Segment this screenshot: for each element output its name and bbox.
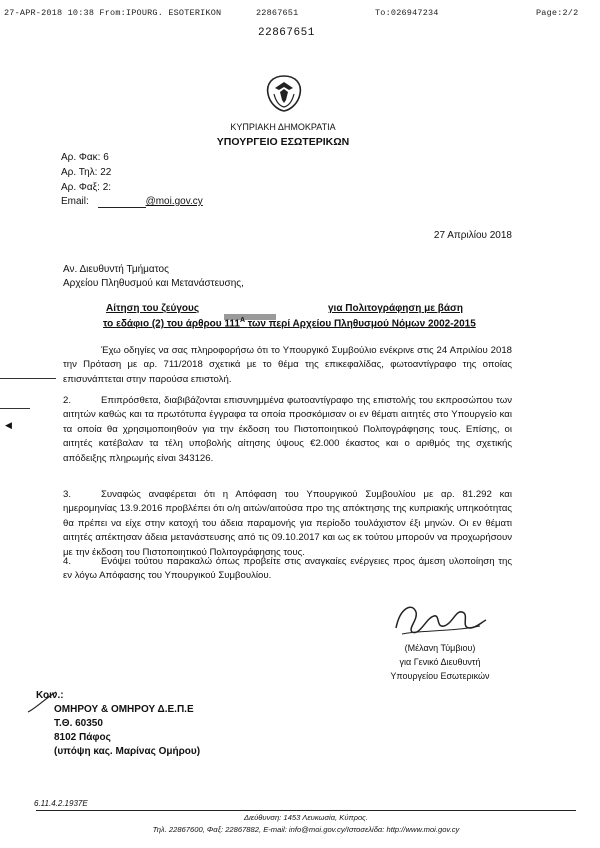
footer-contacts: Τηλ. 22867600, Φαξ: 22867882, E-mail: info@moi.gov.cy/Ιστοσελίδα: http://www.moi.gov.cy	[152, 825, 460, 834]
ref-fax: Αρ. Φαξ: 2:	[61, 182, 112, 193]
subject-line2	[103, 317, 476, 329]
fax-header-recipient: To:026947234	[375, 8, 439, 18]
recipient-line1: Αν. Διευθυντή Τμήματος	[63, 264, 169, 275]
handwritten-signature	[390, 598, 490, 642]
subject-line2-superscript: A	[239, 317, 246, 324]
handwritten-check-mark	[26, 690, 60, 716]
cc-line4: (υπόψη κας. Μαρίνας Ομήρου)	[54, 746, 201, 757]
footer-address: Διεύθυνση: 1453 Λευκωσία, Κύπρος.	[244, 813, 368, 822]
subject-line2-text: το εδάφιο (2) του άρθρου 111	[103, 318, 240, 330]
footer-rule	[36, 810, 576, 811]
letterhead-republic: ΚΥΠΡΙΑΚΗ ΔΗΜΟΚΡΑΤΙΑ	[230, 122, 336, 132]
subject-line1-a: Αίτηση του ζεύγους	[106, 303, 200, 314]
ref-phone: Αρ. Τηλ: 22	[61, 167, 112, 178]
ref-file-number: Αρ. Φακ: 6	[61, 152, 109, 163]
letter-date: 27 Απριλίου 2018	[433, 230, 512, 241]
paragraph-2-number: 2.	[63, 395, 72, 406]
subject-line2-tail: των περί Αρχείου Πληθυσμού Νόμων 2002-2015	[247, 318, 476, 330]
paragraph-2: Επιπρόσθετα, διαβιβάζονται επισυνημμένα φωτοαντίγραφο της επιστολής του εκπροσώπου των αιτητών καθώς και τα πρωτότυπα έγγραφα τα οποία προσκόμισαν οι εν θέματι αιτητές στο Υπουργείο και τα οποία θα χρησιμοποιηθούν για την έκδοση του Πιστοποιητικού Πολιτογράφησης τους. Επίσης, οι αιτητές κατέβαλαν τα τέλη υποβολής αίτησης ύψους €2.000 έκαστος και ο αριθμός της σχετικής απόδειξης πληρωμής είναι 343126.	[63, 395, 512, 464]
cc-line2: Τ.Θ. 60350	[54, 718, 103, 729]
stamp-number: 22867651	[258, 27, 315, 39]
signatory-role-2: Υπουργείου Εσωτερικών	[390, 671, 490, 681]
cc-label: Κοιν.:	[36, 690, 64, 701]
fax-header-number: 22867651	[256, 8, 299, 18]
ref-email	[61, 196, 203, 208]
cc-line1: ΟΜΗΡΟΥ & ΟΜΗΡΟΥ Δ.Ε.Π.Ε	[54, 704, 194, 715]
ref-email-domain: @moi.gov.cy	[145, 196, 203, 207]
paragraph-3-number: 3.	[63, 489, 72, 500]
margin-mark-1	[0, 378, 56, 379]
letterhead-ministry: ΥΠΟΥΡΓΕΙΟ ΕΣΩΤΕΡΙΚΩΝ	[216, 136, 350, 148]
file-code: 6.11.4.2.1937E	[34, 799, 88, 808]
paragraph-1: Έχω οδηγίες να σας πληροφορήσω ότι το Υπουργικό Συμβούλιο ενέκρινε στις 24 Απριλίου 2018 την Πρόταση με αρ. 711/2018 σχετικά με το θέμα της επικεφαλίδας, φωτοαντίγραφο της οποίας επισυνάπτεται στην παρούσα επιστολή.	[63, 345, 512, 385]
fax-header-page: Page:2/2	[536, 8, 579, 18]
fax-header-sender: 27-APR-2018 10:38 From:IPOURG. ESOTERIKON	[4, 8, 222, 18]
cc-line3: 8102 Πάφος	[54, 732, 111, 743]
margin-mark-2	[0, 408, 30, 409]
recipient-line2: Αρχείου Πληθυσμού και Μετανάστευσης,	[63, 278, 244, 289]
paragraph-4-number: 4.	[63, 556, 72, 567]
margin-arrow-icon: ◀	[5, 420, 12, 430]
signatory-role-1: για Γενικό Διευθυντή	[399, 657, 481, 667]
paragraph-3: Συναφώς αναφέρεται ότι η Απόφαση του Υπουργικού Συμβουλίου με αρ. 81.292 και ημερομηνίας 13.9.2016 προβλέπει ότι ο/η αιτών/αιτούσα προ της απόκτησης της κυπριακής υπηκοότητας θα πρέπει να είχε στην κατοχή του άδεια παραμονής για περίοδο τουλάχιστον έξι μηνών. Οι εν θέματι αιτητές απέκτησαν άδεια μετανάστευσης από τις 09.10.2017 και ως εκ τούτου μπορούν να προχωρήσουν με την έκδοση του Πιστοποιητικού Πολιτογράφησης τους.	[63, 489, 512, 558]
email-redaction	[98, 196, 146, 208]
ref-email-label: Email:	[61, 196, 89, 207]
coat-of-arms-logo	[262, 72, 306, 114]
subject-line1-b: για Πολιτογράφηση με βάση	[328, 303, 463, 314]
paragraph-4: Ενόψει τούτου παρακαλώ όπως προβείτε στις αναγκαίες ενέργειες προς άμεση υλοποίηση της εν λόγω Απόφασης του Υπουργικού Συμβουλίου.	[63, 556, 512, 582]
signatory-name: (Μέλανη Τύμβιου)	[404, 643, 476, 653]
